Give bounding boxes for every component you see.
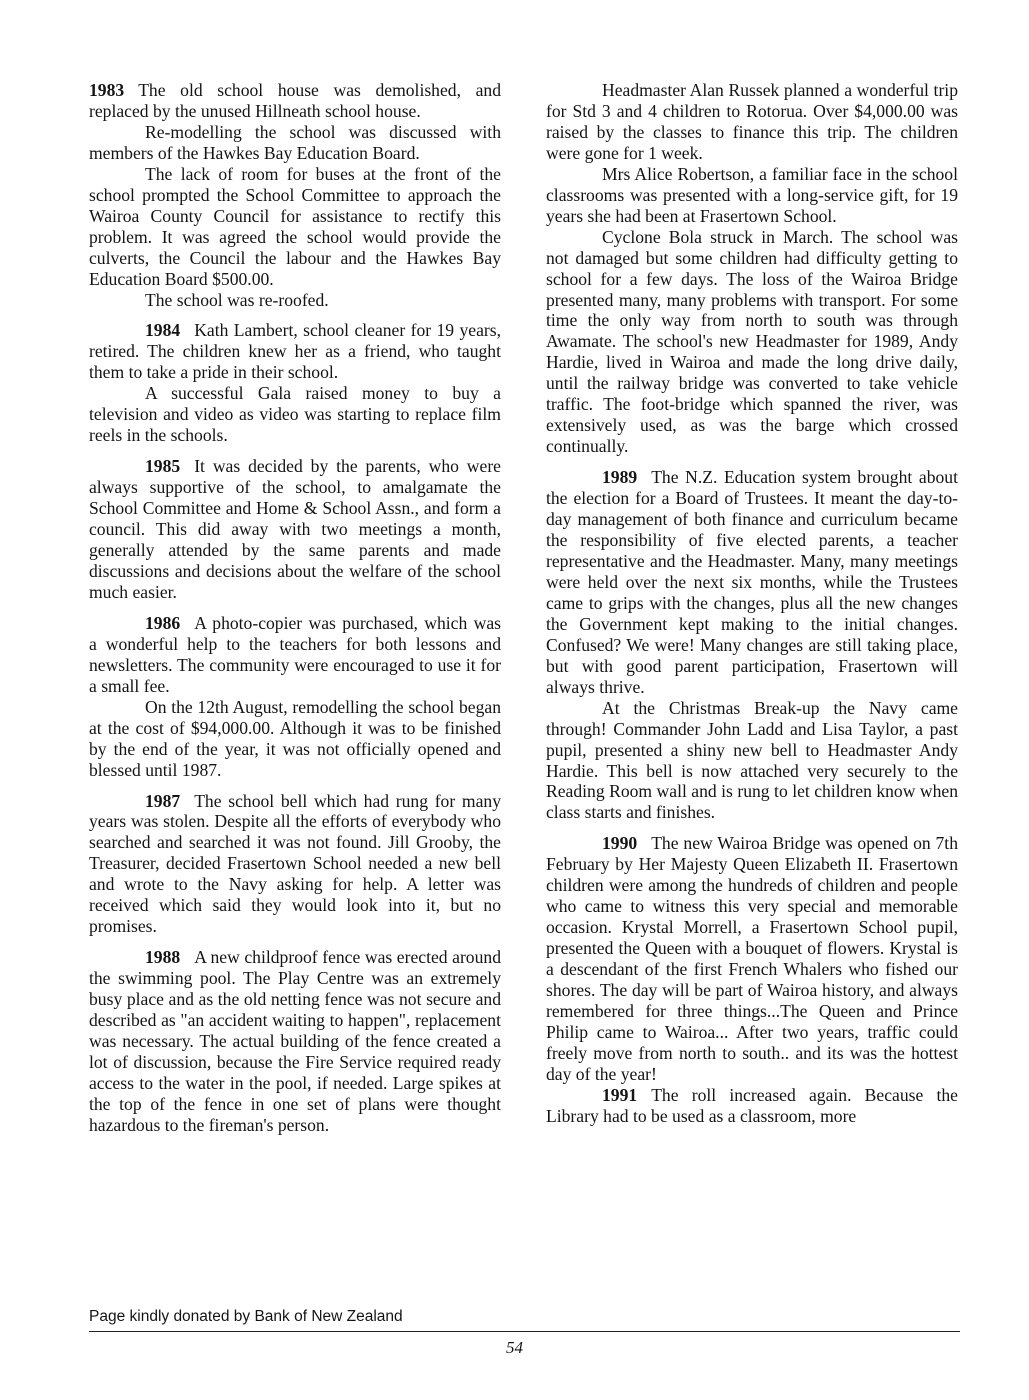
paragraph-1991	[546, 1085, 958, 1127]
paragraph-1989	[546, 467, 958, 697]
year-heading: 1984	[145, 320, 181, 341]
paragraph-text: The N.Z. Education system brought about the election for a Board of Trustees. It meant the day-to-day management of both finance and curriculum became the responsibility of five elected parents, a teacher representative and the Headmaster. Many, many meetings were held over the next six months, while the Trustees came to grips with the changes, plus all the new changes the Government kept making to the initial changes. Confused? We were! Many changes are still taking place, but with good parent participation, Frasertown will always thrive.	[546, 467, 958, 697]
paragraph-1987	[89, 791, 501, 938]
year-heading: 1990	[602, 833, 638, 854]
year-heading: 1985	[145, 456, 181, 477]
paragraph: Headmaster Alan Russek planned a wonderful trip for Std 3 and 4 children to Rotorua. Over $4,000.00 was raised by the classes to finance this trip. The children were gone for 1 week.	[546, 80, 958, 163]
page-number: 54	[506, 1338, 523, 1357]
year-heading: 1987	[145, 790, 181, 811]
paragraph-1988	[89, 947, 501, 1136]
paragraph-text: It was decided by the parents, who were always supportive of the school, to amalgamate the School Committee and Home & School Assn., and form a council. This did away with two meetings a month, generally attended by the same parents and made discussions and decisions about the welfare of the school much easier.	[89, 456, 501, 602]
paragraph: A successful Gala raised money to buy a television and video as video was starting to replace film reels in the schools.	[89, 383, 501, 446]
paragraph-text: Kath Lambert, school cleaner for 19 years, retired. The children knew her as a friend, who taught them to take a pride in their school.	[89, 320, 501, 383]
paragraph-text: The roll increased again. Because the Library had to be used as a classroom, more	[546, 1084, 958, 1126]
paragraph: The school was re-roofed.	[145, 289, 329, 310]
right-column	[546, 80, 958, 1127]
paragraph-text: The old school house was demolished, and replaced by the unused Hillneath school house.	[89, 80, 501, 121]
paragraph: Re-modelling the school was discussed with members of the Hawkes Bay Education Board.	[89, 121, 501, 163]
year-heading: 1988	[145, 947, 181, 968]
paragraph-1990	[546, 833, 958, 1084]
paragraph: Cyclone Bola struck in March. The school was not damaged but some children had difficulty getting to school for a few days. The loss of the Wairoa Bridge presented many, many problems with transport. For some time the only way from north to south was through Awamate. The school's new Headmaster for 1989, Andy Hardie, lived in Wairoa and made the long drive daily, until the railway bridge was converted to take vehicle traffic. The foot-bridge which spanned the river, was extensively used, as was the barge which crossed continually.	[546, 226, 958, 457]
paragraph: At the Christmas Break-up the Navy came through! Commander John Ladd and Lisa Taylor, a past pupil, presented a shiny new bell to Headmaster Andy Hardie. This bell is now attached very securely to the Reading Room wall and is rung to let children know when class starts and finishes.	[546, 697, 958, 823]
paragraph-text: A photo-copier was purchased, which was a wonderful help to the teachers for both lessons and newsletters. The community were encouraged to use it for a small fee.	[89, 612, 501, 696]
year-heading: 1986	[145, 612, 181, 633]
left-column	[89, 80, 501, 1136]
paragraph-text: The school bell which had rung for many years was stolen. Despite all the efforts of everybody who searched and searched it was not found. Jill Grooby, the Treasurer, decided Frasertown School needed a new bell and wrote to the Navy asking for help. A letter was received which said they would look into it, but no promises.	[89, 790, 501, 937]
sponsor-footer: Page kindly donated by Bank of New Zealand	[89, 1308, 403, 1325]
paragraph-1985	[89, 456, 501, 603]
paragraph-text: The new Wairoa Bridge was opened on 7th February by Her Majesty Queen Elizabeth II. Frasertown children were among the hundreds of children and people who came to witness this very special and memorable occasion. Krystal Morrell, a Frasertown School pupil, presented the Queen with a bouquet of flowers. Krystal is a descendant of the first French Whalers who fished our shores. The day will be part of Wairoa history, and always remembered for three things...The Queen and Prince Philip came to Wairoa... After two years, traffic could freely move from north to south.. and its was the hottest day of the year!	[546, 833, 958, 1084]
paragraph-1983	[89, 80, 501, 122]
paragraph-1984	[89, 320, 501, 383]
paragraph: Mrs Alice Robertson, a familiar face in the school classrooms was presented with a long-service gift, for 19 years she had been at Frasertown School.	[546, 163, 958, 226]
paragraph-text: A new childproof fence was erected around the swimming pool. The Play Centre was an extremely busy place and as the old netting fence was not secure and described as "an accident waiting to happen", replacement was necessary. The actual building of the fence created a lot of discussion, because the Fire Service required ready access to the water in the pool, if needed. Large spikes at the top of the fence in one set of plans were thought hazardous to the fireman's person.	[89, 947, 501, 1135]
paragraph: On the 12th August, remodelling the school began at the cost of $94,000.00. Although it was to be finished by the end of the year, it was not officially opened and blessed until 1987.	[89, 696, 501, 780]
paragraph-1986	[89, 613, 501, 697]
year-heading: 1983	[89, 80, 125, 100]
paragraph: The lack of room for buses at the front of the school prompted the School Committee to approach the Wairoa County Council for assistance to rectify this problem. It was agreed the school would provide the culverts, the Council the labour and the Hawkes Bay Education Board $500.00.	[89, 163, 501, 289]
year-heading: 1989	[602, 467, 638, 488]
footer-divider	[89, 1331, 960, 1332]
year-heading: 1991	[602, 1084, 638, 1105]
